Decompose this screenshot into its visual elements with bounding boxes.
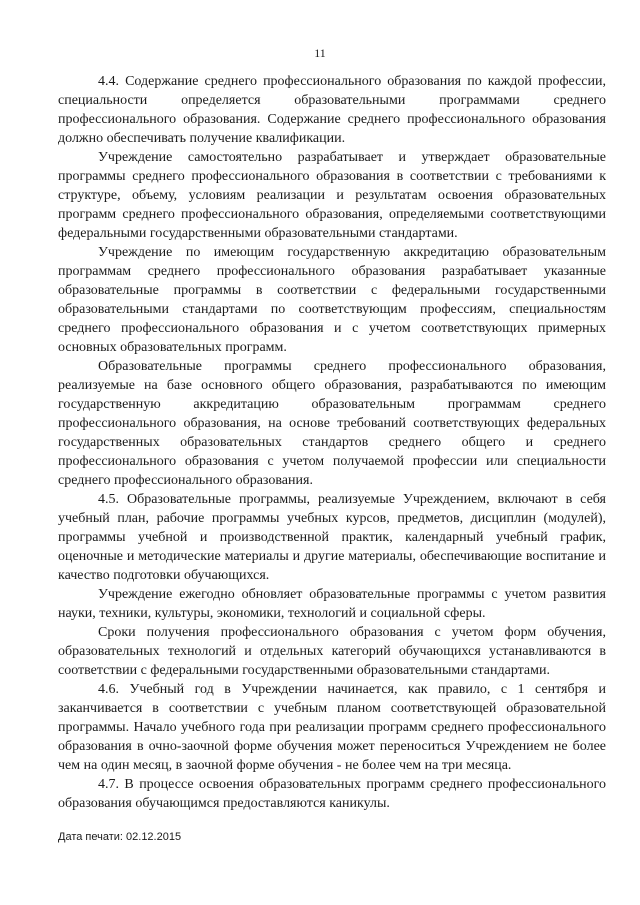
paragraph-terms: Сроки получения профессионального образования с учетом форм обучения, образовательных технологий и отдельных категорий обучающихся устанавливаются в соответствии с федеральными государственными образовательными стандартами. <box>58 625 606 678</box>
paragraph-basic-general-education: Образовательные программы среднего профессионального образования, реализуемые на базе основного общего образования, разрабатываются по имеющим государственную аккредитацию образовательным программам среднего профессионального образования, на основе требований соответствующих федеральных государственных образовательных стандартов среднего общего и среднего профессионального образования с учетом получаемой профессии или специальности среднего профессионального образования. <box>58 359 606 488</box>
paragraph-4-4: 4.4. Содержание среднего профессионального образования по каждой профессии, специальности определяется образовательными программами среднего профессионального образования. Содержание среднего профессионального образования должно обеспечивать получение квалификации. <box>58 74 606 146</box>
page-number: 11 <box>314 46 326 60</box>
paragraph-accreditation: Учреждение по имеющим государственную аккредитацию образовательным программам среднего профессионального образования разрабатывает указанные образовательные программы в соответствии с федеральными государственными образовательными стандартами по соответствующим профессиям, специальностям среднего профессионального образования и с учетом соответствующих примерных основных образовательных программ. <box>58 245 606 355</box>
print-date: Дата печати: 02.12.2015 <box>58 831 182 843</box>
paragraph-program-development: Учреждение самостоятельно разрабатывает и утверждает образовательные программы среднего профессионального образования в соответствии с требованиями к структуре, объему, условиям реализации и результатам освоения образовательных программ среднего профессионального образования, определяемыми соответствующими федеральными государственными образовательными стандартами. <box>58 150 606 241</box>
paragraph-annual-update: Учреждение ежегодно обновляет образовательные программы с учетом развития науки, техники, культуры, экономики, технологий и социальной сферы. <box>58 587 606 621</box>
paragraph-4-5: 4.5. Образовательные программы, реализуемые Учреждением, включают в себя учебный план, рабочие программы учебных курсов, предметов, дисциплин (модулей), программы учебной и производственной практик, календарный учебный график, оценочные и методические материалы и другие материалы, обеспечивающие воспитание и качество подготовки обучающихся. <box>58 492 606 583</box>
paragraph-4-7: 4.7. В процессе освоения образовательных программ среднего профессионального образования обучающимся предоставляются каникулы. <box>58 777 606 811</box>
document-body <box>58 72 606 813</box>
paragraph-4-6: 4.6. Учебный год в Учреждении начинается, как правило, с 1 сентября и заканчивается в соответствии с учебным планом соответствующей образовательной программы. Начало учебного года при реализации программ среднего профессионального образования в очно-заочной форме обучения может переноситься Учреждением не более чем на один месяц, в заочной форме обучения - не более чем на три месяца. <box>58 682 606 773</box>
